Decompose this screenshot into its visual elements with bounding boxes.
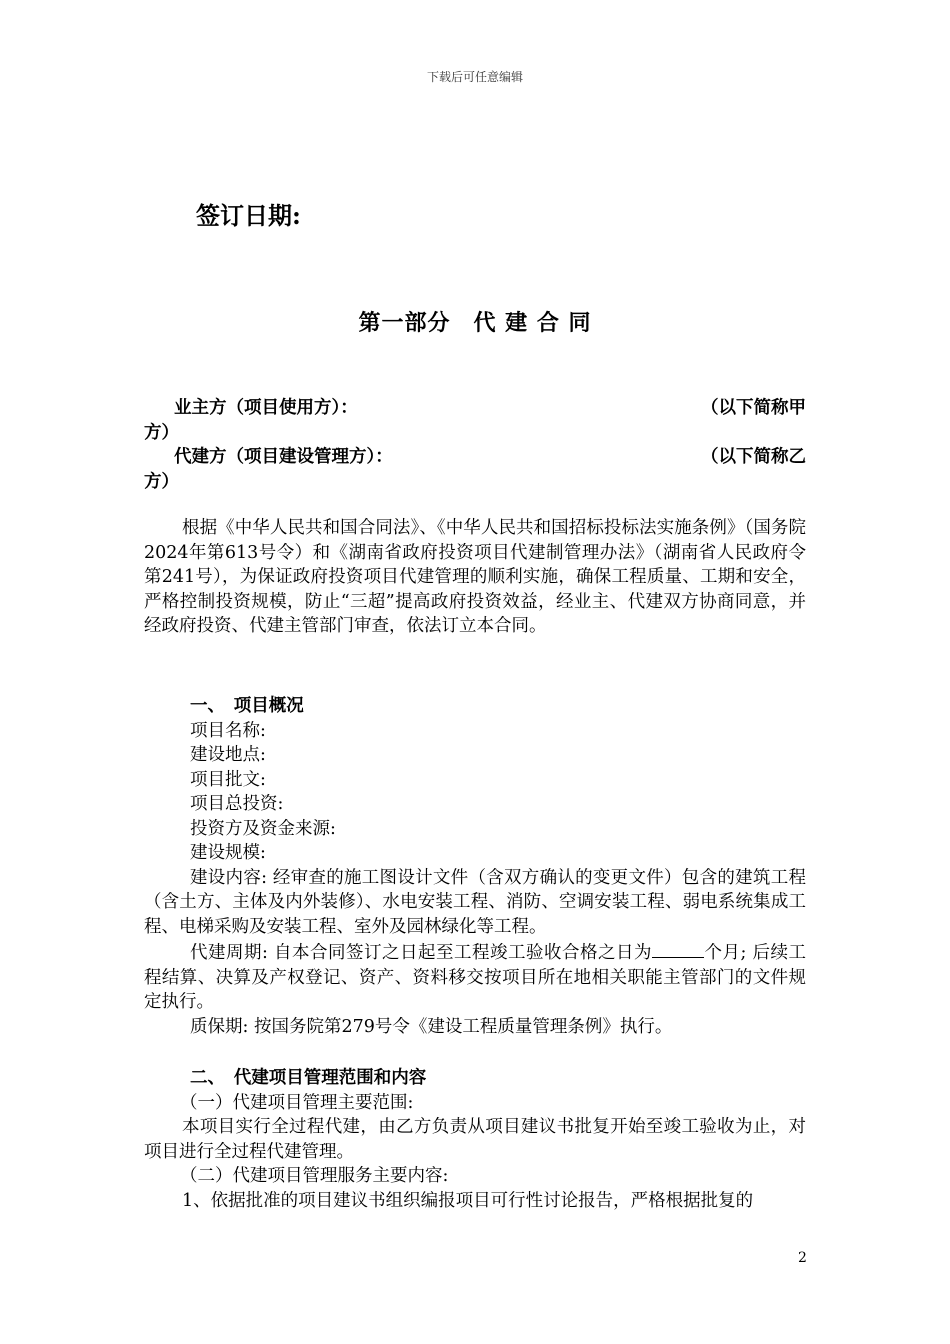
sign-date-label: 签订日期: — [196, 201, 301, 230]
part-title: 第一部分 代 建 合 同 — [358, 310, 592, 336]
section-management-scope — [144, 1066, 806, 1213]
section-project-overview — [144, 694, 806, 1039]
item-period — [144, 939, 806, 1015]
item-funding-source: 投资方及资金来源: — [190, 818, 336, 839]
section2-sub1: （一）代建项目管理主要范围: — [180, 1092, 414, 1113]
owner-label: 业主方（项目使用方）： — [174, 398, 358, 418]
section2-item1: 1、依据批准的项目建议书组织编报项目可行性讨论报告，严格根据批复的 — [182, 1190, 754, 1211]
agent-alias-cont: 方） — [144, 471, 179, 492]
item-total-investment: 项目总投资: — [190, 794, 284, 814]
parties-block — [144, 396, 806, 494]
period-text-b: 个月; 后续工程结算、决算及产权登记、资产、资料移交按项目所在地相关职能主管部门的文件规定执行。 — [144, 943, 806, 1012]
owner-alias: （以下简称甲 — [701, 398, 806, 418]
item-content: 建设内容: 经审查的施工图设计文件（含双方确认的变更文件）包含的建筑工程（含土方、主体及内外装修）、水电安装工程、消防、空调安装工程、弱电系统集成工程、电梯采购及安装工程、室外及园林绿化等工程。 — [144, 867, 806, 937]
header-note: 下载后可任意编辑 — [426, 70, 523, 84]
item-scale: 建设规模: — [190, 843, 266, 863]
item-project-name: 项目名称: — [190, 720, 266, 741]
owner-row — [144, 396, 806, 421]
section2-sub2: （二）代建项目管理服务主要内容: — [180, 1166, 449, 1186]
item-warranty: 质保期: 按国务院第279号令《建设工程质量管理条例》执行。 — [190, 1016, 673, 1037]
agent-alias: （以下简称乙 — [701, 447, 806, 467]
agent-label: 代建方（项目建设管理方）： — [174, 447, 393, 467]
period-blank — [652, 939, 704, 958]
period-text-a: 代建周期: 自本合同签订之日起至工程竣工验收合格之日为 — [190, 943, 653, 963]
section2-heading: 二、 代建项目管理范围和内容 — [190, 1068, 427, 1088]
agent-row — [144, 445, 806, 470]
preamble: 根据《中华人民共和国合同法》、《中华人民共和国招标投标法实施条例》（国务院2024年第613号令）和《湖南省政府投资项目代建制管理办法》（湖南省人民政府令第241号），为保证政府投资项目代建管理的顺利实施，确保工程质量、工期和安全，严格控制投资规模，防止“三超”提高政府投资效益，经业主、代建双方协商同意，并经政府投资、代建主管部门审查，依法订立本合同。 — [144, 518, 806, 636]
item-approval: 项目批文: — [190, 769, 266, 790]
item-location: 建设地点: — [190, 745, 266, 765]
section1-heading: 一、 项目概况 — [190, 696, 304, 716]
owner-alias-cont: 方） — [144, 422, 179, 443]
section2-sub1-text: 本项目实行全过程代建，由乙方负责从项目建议书批复开始至竣工验收为止，对项目进行全过程代建管理。 — [144, 1117, 806, 1162]
page-number: 2 — [798, 1250, 807, 1266]
